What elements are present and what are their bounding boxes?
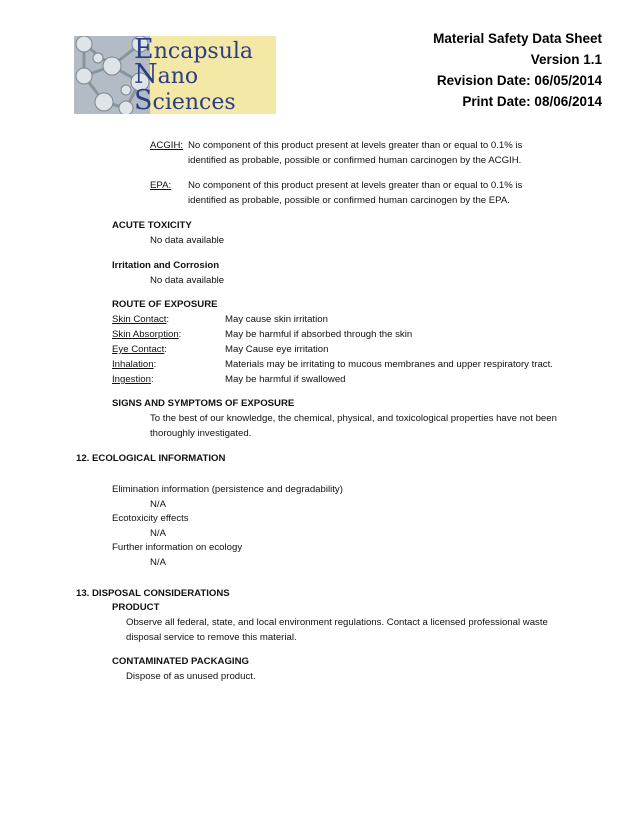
epa-text-line1: No component of this product present at levels greater than or equal to 0.1% is: [188, 180, 523, 191]
route-value: May Cause eye irritation: [225, 344, 329, 355]
signs-heading: SIGNS AND SYMPTOMS OF EXPOSURE: [112, 398, 295, 409]
route-of-exposure-heading: ROUTE OF EXPOSURE: [112, 299, 218, 310]
logo-line-2: Nano: [134, 59, 199, 90]
logo-line-1: Encapsula: [134, 34, 254, 65]
acute-toxicity-text: No data available: [150, 235, 225, 246]
document-header: [433, 28, 602, 112]
revision-date: Revision Date: 06/05/2014: [436, 73, 602, 88]
acgih-text-line2: identified as probable, possible or confirmed human carcinogen by the ACGIH.: [188, 155, 522, 166]
logo-line-3: Sciences: [134, 85, 236, 116]
product-text-line2: disposal service to remove this material.: [126, 632, 297, 643]
product-text-line1: Observe all federal, state, and local environment regulations. Contact a licensed professional waste: [126, 617, 548, 628]
route-label: Eye Contact:: [112, 344, 167, 355]
route-label: Inhalation:: [112, 359, 157, 370]
ecology-label: Elimination information (persistence and degradability): [112, 484, 343, 495]
packaging-text: Dispose of as unused product.: [126, 671, 256, 682]
product-heading: PRODUCT: [112, 602, 160, 613]
acute-toxicity-heading: ACUTE TOXICITY: [112, 220, 192, 231]
ecology-value: N/A: [150, 528, 166, 539]
company-logo: [74, 36, 276, 114]
signs-text-line2: thoroughly investigated.: [150, 428, 252, 439]
document-title: Material Safety Data Sheet: [433, 31, 602, 46]
epa-text-line2: identified as probable, possible or confirmed human carcinogen by the EPA.: [188, 195, 510, 206]
route-value: May be harmful if absorbed through the skin: [225, 329, 413, 340]
route-value: Materials may be irritating to mucous membranes and upper respiratory tract.: [225, 359, 553, 370]
section-12-heading: 12. ECOLOGICAL INFORMATION: [76, 453, 226, 464]
irritation-text: No data available: [150, 275, 225, 286]
ecology-label: Ecotoxicity effects: [112, 513, 189, 524]
signs-text-line1: To the best of our knowledge, the chemical, physical, and toxicological properties have not been: [150, 413, 557, 424]
route-label: Ingestion:: [112, 374, 154, 385]
route-value: May cause skin irritation: [225, 314, 328, 325]
version: Version 1.1: [530, 52, 602, 67]
acgih-label: ACGIH:: [150, 140, 184, 151]
section-13-heading: 13. DISPOSAL CONSIDERATIONS: [76, 588, 230, 599]
route-label: Skin Absorption:: [112, 329, 182, 340]
ecology-value: N/A: [150, 557, 166, 568]
acgih-text-line1: No component of this product present at levels greater than or equal to 0.1% is: [188, 140, 523, 151]
packaging-heading: CONTAMINATED PACKAGING: [112, 656, 249, 667]
irritation-heading: Irritation and Corrosion: [112, 260, 220, 271]
ecology-label: Further information on ecology: [112, 542, 243, 553]
ecology-value: N/A: [150, 499, 166, 510]
epa-label: EPA:: [150, 180, 172, 191]
print-date: Print Date: 08/06/2014: [462, 94, 602, 109]
route-label: Skin Contact:: [112, 314, 170, 325]
route-value: May be harmful if swallowed: [225, 374, 346, 385]
